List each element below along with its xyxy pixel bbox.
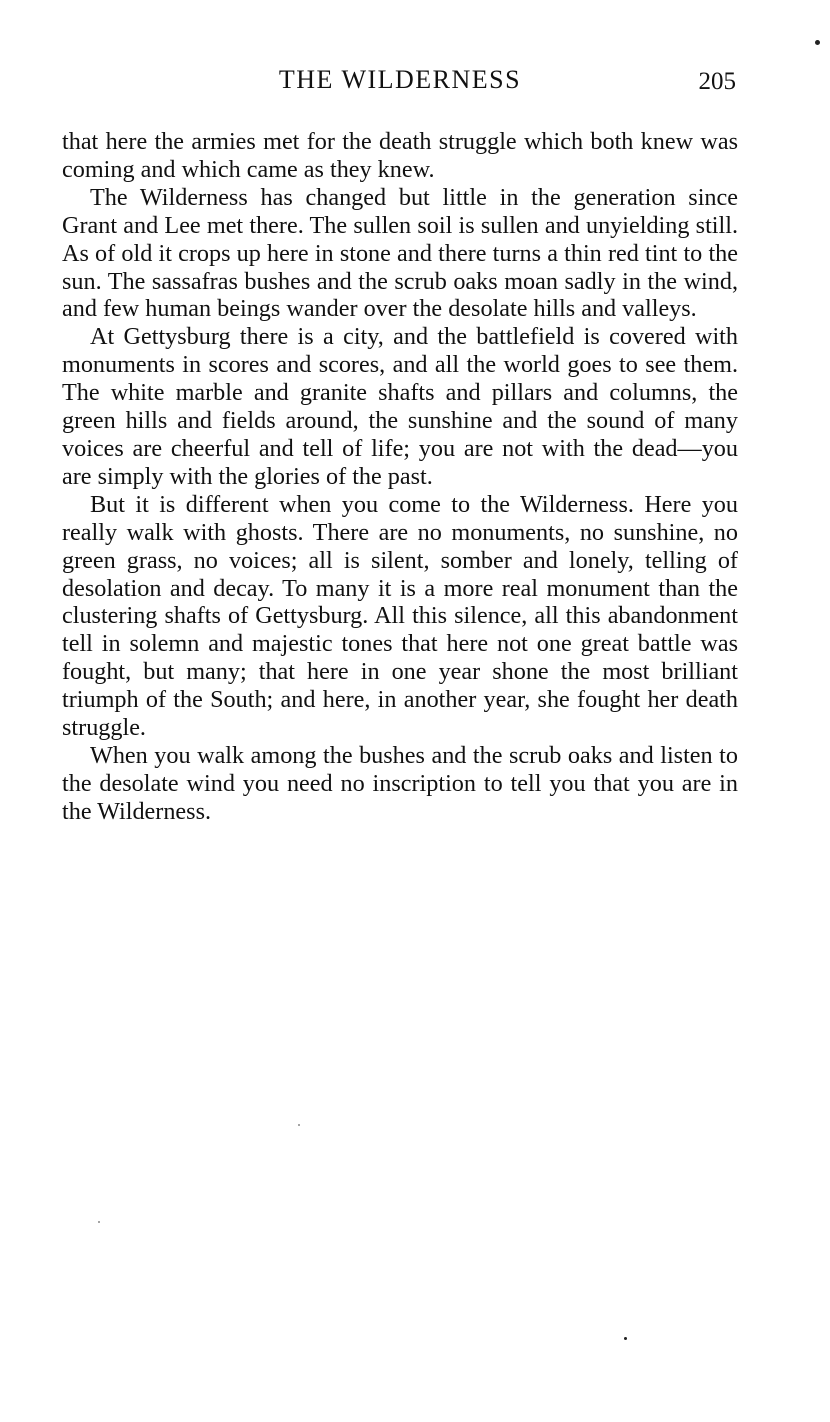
page-number: 205 <box>698 68 736 95</box>
scan-speck <box>815 40 820 45</box>
scan-speck <box>298 1124 300 1126</box>
scan-speck <box>98 1221 100 1223</box>
running-header <box>60 62 740 98</box>
paragraph-3: At Gettysburg there is a city, and the battlefield is covered with monuments in scores and scores, and all the world goes to see them. The white marble and granite shafts and pillars and columns, the green hills and fields around, the sunshine and the sound of many voices are cheerful and tell of life; you are not with the dead—you are simply with the glories of the past. <box>62 323 738 490</box>
paragraph-5: When you walk among the bushes and the scrub oaks and listen to the desolate wind you need no inscription to tell you that you are in the Wilderness. <box>62 741 738 825</box>
paragraph-2: The Wilderness has changed but little in the generation since Grant and Lee met there. The sullen soil is sullen and unyielding still. As of old it crops up here in stone and there turns a thin red tint to the sun. The sassafras bushes and the scrub oaks moan sadly in the wind, and few human beings wander over the desolate hills and valleys. <box>62 183 738 323</box>
body-text <box>62 128 738 826</box>
paragraph-1: that here the armies met for the death struggle which both knew was coming and which came as they knew. <box>62 128 738 183</box>
running-title: THE WILDERNESS <box>278 65 522 94</box>
scan-speck <box>624 1337 627 1340</box>
paragraph-4: But it is different when you come to the Wilderness. Here you really walk with ghosts. There are no monuments, no sunshine, no green grass, no voices; all is silent, somber and lonely, telling of desolation and decay. To many it is a more real monument than the clustering shafts of Gettysburg. All this silence, all this abandonment tell in solemn and majestic tones that here not one great battle was fought, but many; that here in one year shone the most brilliant triumph of the South; and here, in another year, she fought her death struggle. <box>62 490 738 742</box>
